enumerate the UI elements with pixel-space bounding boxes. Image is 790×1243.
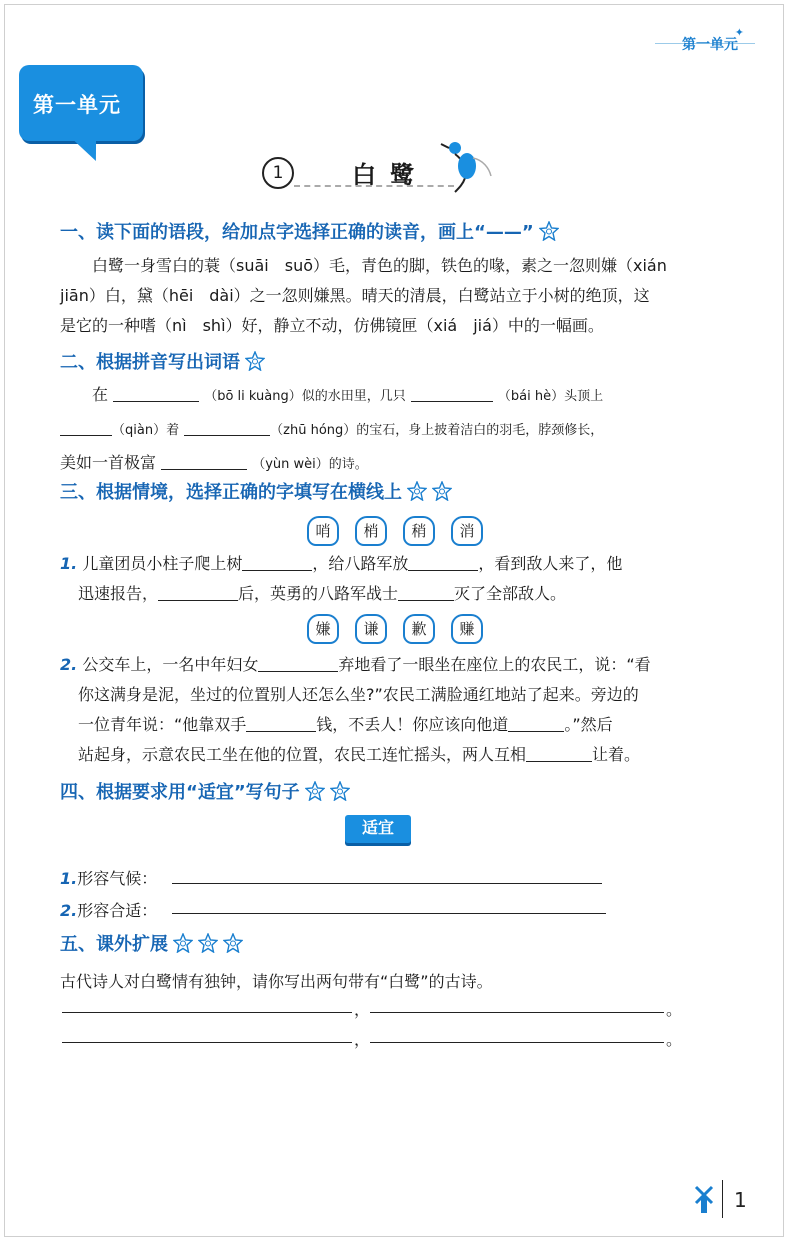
running-title: 第一单元 bbox=[682, 37, 738, 53]
windmill-icon bbox=[693, 1185, 715, 1215]
title-underline bbox=[294, 185, 454, 187]
text: 公交车上，一名中年妇女 bbox=[82, 655, 259, 674]
answer-blank[interactable] bbox=[242, 552, 312, 571]
answer-blank[interactable] bbox=[508, 713, 564, 732]
text: 。”然后 bbox=[564, 715, 613, 734]
passage-line-2: jiān）白，黛（hēi dài）之一忽则嫌黑。晴天的清晨，白鹭站立于小树的绝顶，这 bbox=[60, 286, 650, 305]
star-rating-icon bbox=[223, 933, 243, 953]
answer-blank[interactable] bbox=[398, 582, 454, 601]
char-choices-2 bbox=[0, 614, 790, 644]
answer-blank[interactable] bbox=[246, 713, 316, 732]
char-choice: 哨 bbox=[307, 516, 339, 546]
char-choice: 赚 bbox=[451, 614, 483, 644]
text: 形容合适： bbox=[77, 901, 158, 920]
text: 后，英勇的八路军战士 bbox=[238, 584, 399, 603]
passage-line-3: 是它的一种嗜（nì shì）好，静立不动，仿佛镜匣（xiá jiá）中的一幅画。 bbox=[60, 316, 604, 335]
question-4-2 bbox=[60, 896, 690, 926]
period: 。 bbox=[666, 1030, 683, 1049]
question-3-1 bbox=[60, 549, 690, 609]
text: （bō li kuàng）似的水田里，几只 bbox=[204, 389, 406, 404]
answer-blank[interactable] bbox=[258, 653, 338, 672]
star-rating-icon bbox=[245, 351, 265, 371]
star-icon: ✦ bbox=[734, 26, 744, 39]
star-rating-icon bbox=[173, 933, 193, 953]
char-choices-1 bbox=[0, 516, 790, 546]
text: （qiàn）着 bbox=[112, 423, 180, 438]
answer-blank[interactable] bbox=[184, 417, 270, 436]
char-choice: 谦 bbox=[355, 614, 387, 644]
answer-line[interactable] bbox=[172, 913, 606, 914]
text: ，给八路军放 bbox=[312, 554, 409, 573]
text: 你这满身是泥，坐过的位置别人还怎么坐?”农民工满脸通红地站了起来。旁边的 bbox=[78, 685, 639, 704]
star-rating-icon bbox=[305, 781, 325, 801]
text: 美如一首极富 bbox=[60, 453, 157, 472]
comma: ， bbox=[354, 1030, 371, 1049]
section-3-title bbox=[60, 478, 452, 504]
answer-blank[interactable] bbox=[411, 383, 493, 402]
question-number: 1. bbox=[60, 554, 78, 573]
page-divider bbox=[722, 1180, 723, 1218]
text: （zhū hóng）的宝石，身上披着洁白的羽毛，脖颈修长， bbox=[270, 423, 604, 438]
char-choice: 嫌 bbox=[307, 614, 339, 644]
section-5-title bbox=[60, 930, 243, 956]
egret-icon bbox=[433, 138, 493, 194]
section-5-prompt: 古代诗人对白鹭情有独钟，请你写出两句带有“白鹭”的古诗。 bbox=[60, 972, 493, 991]
char-choice: 消 bbox=[451, 516, 483, 546]
star-rating-icon bbox=[407, 481, 427, 501]
section-2-title bbox=[60, 348, 265, 374]
lesson-number: 1 bbox=[262, 157, 294, 189]
star-rating-icon bbox=[198, 933, 218, 953]
text: ，看到敌人来了，他 bbox=[478, 554, 623, 573]
text: 形容气候： bbox=[77, 869, 158, 888]
answer-blank[interactable] bbox=[161, 451, 247, 470]
text: 在 bbox=[92, 385, 109, 404]
answer-line[interactable] bbox=[172, 883, 602, 884]
section-1-title-text: 一、读下面的语段，给加点字选择正确的读音，画上“——” bbox=[60, 222, 534, 243]
section-4-title bbox=[60, 778, 350, 804]
char-choice: 歉 bbox=[403, 614, 435, 644]
star-rating-icon bbox=[539, 221, 559, 241]
text: 钱，不丢人！你应该向他道 bbox=[316, 715, 509, 734]
unit-tab-label: 第一单元 bbox=[33, 93, 121, 117]
section-3-title-text: 三、根据情境，选择正确的字填写在横线上 bbox=[60, 482, 402, 503]
section-2-body bbox=[60, 380, 690, 480]
text: 站起身，示意农民工坐在他的位置，农民工连忙摇头，两人互相 bbox=[78, 745, 527, 764]
answer-blank[interactable] bbox=[158, 582, 238, 601]
char-choice: 稍 bbox=[403, 516, 435, 546]
text: （bái hè）头顶上 bbox=[497, 389, 604, 404]
answer-line[interactable] bbox=[370, 1042, 664, 1043]
word-box: 适宜 bbox=[345, 815, 411, 843]
section-5-title-text: 五、课外扩展 bbox=[60, 934, 168, 955]
answer-blank[interactable] bbox=[526, 743, 592, 762]
unit-tab bbox=[19, 65, 143, 141]
text: 一位青年说：“他靠双手 bbox=[78, 715, 247, 734]
question-number: 2. bbox=[60, 901, 78, 920]
answer-blank[interactable] bbox=[113, 383, 199, 402]
question-4-1 bbox=[60, 864, 690, 894]
answer-line[interactable] bbox=[62, 1042, 352, 1043]
passage-line-1: 白鹭一身雪白的蓑（suāi suō）毛，青色的脚，铁色的喙，素之一忽则嫌（xián bbox=[92, 256, 667, 275]
page-number: 1 bbox=[734, 1188, 747, 1212]
text: 让着。 bbox=[592, 745, 641, 764]
question-number: 2. bbox=[60, 655, 78, 674]
answer-blank[interactable] bbox=[408, 552, 478, 571]
text: 儿童团员小柱子爬上树 bbox=[82, 554, 243, 573]
text: 弃地看了一眼坐在座位上的农民工，说：“看 bbox=[338, 655, 651, 674]
text: 迅速报告， bbox=[78, 584, 159, 603]
text: 灭了全部敌人。 bbox=[454, 584, 567, 603]
answer-line[interactable] bbox=[370, 1012, 664, 1013]
section-4-title-text: 四、根据要求用“适宜”写句子 bbox=[60, 782, 300, 803]
comma: ， bbox=[354, 1000, 371, 1019]
star-rating-icon bbox=[432, 481, 452, 501]
section-1-title bbox=[60, 218, 559, 244]
lesson-title: 白鹭 bbox=[352, 161, 428, 189]
question-number: 1. bbox=[60, 869, 78, 888]
section-1-passage bbox=[60, 251, 690, 341]
question-3-2 bbox=[60, 650, 690, 770]
char-choice: 梢 bbox=[355, 516, 387, 546]
period: 。 bbox=[666, 1000, 683, 1019]
answer-line[interactable] bbox=[62, 1012, 352, 1013]
text: （yùn wèi）的诗。 bbox=[252, 457, 368, 472]
section-2-title-text: 二、根据拼音写出词语 bbox=[60, 352, 240, 373]
star-rating-icon bbox=[330, 781, 350, 801]
answer-blank[interactable] bbox=[60, 417, 112, 436]
